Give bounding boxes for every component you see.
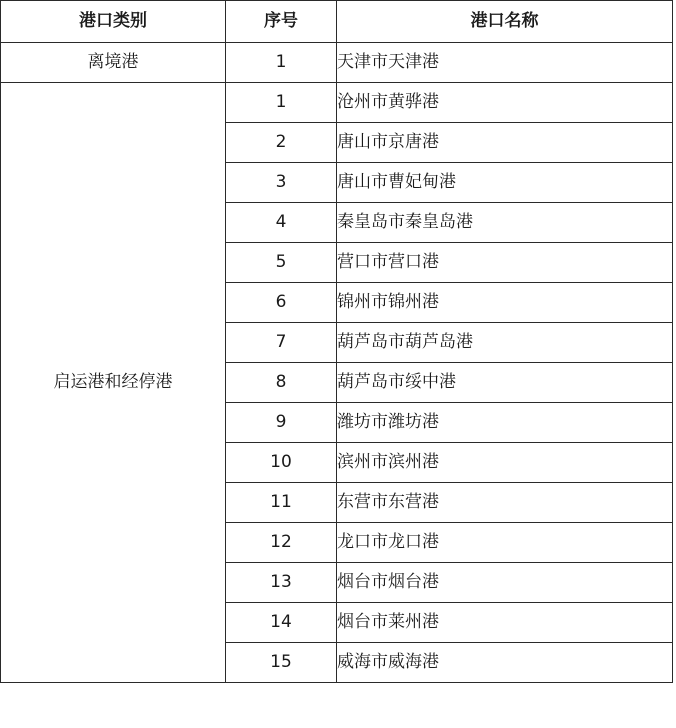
port-number-cell: 14 [226,603,337,643]
header-number: 序号 [226,1,337,43]
port-number-cell: 13 [226,563,337,603]
port-number-cell: 11 [226,483,337,523]
port-name-cell: 滨州市滨州港 [337,443,673,483]
header-row [1,1,673,43]
port-number-cell: 7 [226,323,337,363]
header-name: 港口名称 [337,1,673,43]
table-row [1,43,673,83]
port-name-cell: 秦皇岛市秦皇岛港 [337,203,673,243]
port-name-cell: 潍坊市潍坊港 [337,403,673,443]
departure-number-cell: 1 [226,43,337,83]
port-name-cell: 烟台市烟台港 [337,563,673,603]
port-number-cell: 3 [226,163,337,203]
port-number-cell: 9 [226,403,337,443]
port-name-cell: 营口市营口港 [337,243,673,283]
port-name-cell: 锦州市锦州港 [337,283,673,323]
port-name-cell: 烟台市莱州港 [337,603,673,643]
port-name-cell: 葫芦岛市绥中港 [337,363,673,403]
header-category: 港口类别 [1,1,226,43]
port-number-cell: 4 [226,203,337,243]
port-name-cell: 唐山市曹妃甸港 [337,163,673,203]
port-number-cell: 12 [226,523,337,563]
port-number-cell: 2 [226,123,337,163]
port-number-cell: 5 [226,243,337,283]
departure-name-cell: 天津市天津港 [337,43,673,83]
port-number-cell: 15 [226,643,337,683]
transit-category-cell: 启运港和经停港 [1,83,226,683]
port-name-cell: 沧州市黄骅港 [337,83,673,123]
port-name-cell: 唐山市京唐港 [337,123,673,163]
departure-category-cell: 离境港 [1,43,226,83]
port-name-cell: 龙口市龙口港 [337,523,673,563]
port-name-cell: 葫芦岛市葫芦岛港 [337,323,673,363]
port-number-cell: 8 [226,363,337,403]
port-number-cell: 6 [226,283,337,323]
port-name-cell: 东营市东营港 [337,483,673,523]
port-name-cell: 威海市威海港 [337,643,673,683]
port-number-cell: 10 [226,443,337,483]
table-row [1,83,673,123]
port-number-cell: 1 [226,83,337,123]
